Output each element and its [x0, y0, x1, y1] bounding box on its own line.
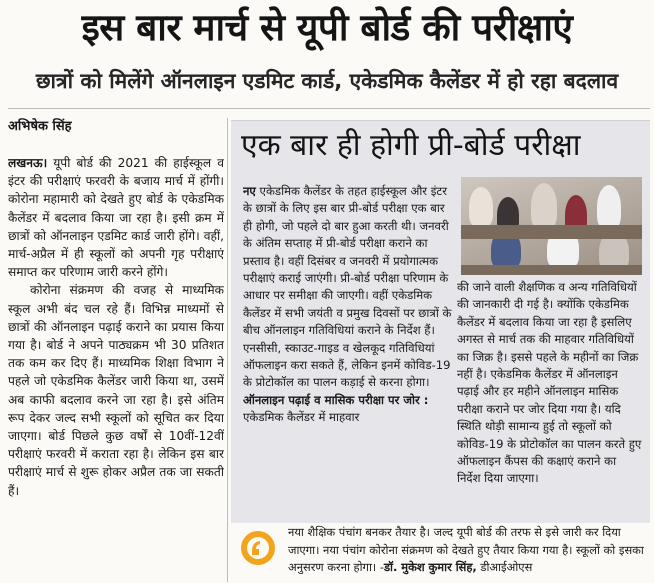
- quote-block: [234, 522, 650, 582]
- quote-text: [288, 524, 648, 580]
- byline: अभिषेक सिंह: [8, 119, 72, 134]
- box-title: एक बार ही होगी प्री-बोर्ड परीक्षा: [241, 128, 581, 163]
- box-main-text: [243, 183, 453, 523]
- left-paragraph-1-text: यूपी बोर्ड की 2021 की हाईस्कूल व इंटर की परीक्षाएं फरवरी के बजाय मार्च में होंगी। कोरोना महामारी को देखते हुए बोर्ड के एकेडमिक कैलेंडर में बदलाव किया जा रहा है। इसी क्रम में छात्रों को ऑनलाइन एडमिट कार्ड जारी होंगे। वहीं, मार्च-अप्रैल में ही स्कूलों को अपनी गृह परीक्षाएं समाप्त कर परिणाम जारी करने होंगे।: [8, 156, 224, 280]
- sidebar-box: [231, 120, 650, 523]
- classroom-photo: [461, 177, 642, 275]
- quote-icon: [240, 530, 276, 566]
- box-right-text: की जाने वाली शैक्षणिक व अन्य गतिविधियों की जानकारी दी गई है। क्योंकि एकेडमिक कैलेंडर में बदलाव किया जा रहा है इसलिए अगस्त से मार्च तक की माहवार गतिविधियों का जिक्र है। इससे पहले के महीनों का जिक्र नहीं है। एकेडमिक कैलेंडर में ऑनलाइन पढ़ाई और हर महीने ऑनलाइन मासिक परीक्षा कराने पर जोर दिया गया है। यदि स्थिति थोड़ी सामान्य हुई तो स्कूलों को कोविड-19 के प्रोटोकॉल का पालन करते हुए ऑफलाइन कैंपस की कक्षाएं कराने का निर्देश दिया जाएगा।: [457, 280, 642, 486]
- box-subhead-text: एकेडमिक कैलेंडर में माहवार: [243, 410, 360, 425]
- box-paragraph-1: [243, 183, 453, 392]
- quote-author: डॉ. मुकेश कुमार सिंह,: [383, 560, 477, 575]
- box-subhead: ऑनलाइन पढ़ाई व मासिक परीक्षा पर जोर :: [243, 392, 429, 407]
- box-lead-word: नए: [243, 184, 256, 198]
- divider: [8, 108, 650, 109]
- quote-body: नया शैक्षिक पंचांग बनकर तैयार है। जल्द यूपी बोर्ड की तरफ से इसे जारी कर दिया जाएगा। नया पंचांग कोरोना संक्रमण को देखते हुए तैयार किया गया है। स्कूलों को इसका अनुसरण करना होगा। -: [288, 525, 644, 575]
- box-paragraph-1-text: एकेडमिक कैलेंडर के तहत हाईस्कूल और इंटर के छात्रों के लिए इस बार प्री-बोर्ड परीक्षा एक बार ही होगी, जो पहले दो बार हुआ करती थी। जनवरी के अंतिम सप्ताह में प्री-बोर्ड परीक्षा कराने का प्रस्ताव है। वहीं दिसंबर व जनवरी में प्रयोगात्मक परीक्षाएं कराई जाएंगी। प्री-बोर्ड परीक्षा परिणाम के आधार पर समीक्षा की जाएगी। वहीं एकेडमिक कैलेंडर में सभी जयंती व प्रमुख दिवसों पर छात्रों के बीच ऑनलाइन गतिविधियां कराने के निर्देश हैं। एनसीसी, स्काउट-गाइड व खेलकूद गतिविधियां ऑफलाइन करा सकते हैं, लेकिन इनमें कोविड-19 के प्रोटोकॉल का पालन कड़ाई से करना होगा।: [243, 184, 452, 390]
- left-paragraph-2: कोरोना संक्रमण की वजह से माध्यमिक स्कूल अभी बंद चल रहे हैं। विभिन्न माध्यमों से छात्रों की ऑनलाइन पढ़ाई कराने का प्रयास किया गया है। बोर्ड ने अपने पाठ्यक्रम भी 30 प्रतिशत तक कम कर दिए हैं। माध्यमिक शिक्षा विभाग ने पहले जो एकेडमिक कैलेंडर जारी किया था, उसमें अब काफी बदलाव करने जा रहा है। इसे अंतिम रूप देकर जल्द सभी स्कूलों को सूचित कर दिया जाएगा। बोर्ड पिछले कुछ वर्षों से 10वीं-12वीं परीक्षाएं फरवरी में कराता रहा है। लेकिन इस बार परीक्षाएं मार्च से शुरू होकर अप्रैल तक जा सकती हैं।: [8, 283, 224, 498]
- quote-designation: डीआईओएस: [480, 560, 533, 575]
- box-paragraph-2: [243, 392, 453, 427]
- headline: इस बार मार्च से यूपी बोर्ड की परीक्षाएं: [81, 6, 573, 49]
- left-paragraph-1: [8, 154, 224, 281]
- subheadline: छात्रों को मिलेंगे ऑनलाइन एडमिट कार्ड, एकेडमिक कैलेंडर में हो रहा बदलाव: [35, 69, 619, 93]
- column-divider: [227, 118, 228, 582]
- dateline: लखनऊ।: [8, 156, 48, 170]
- left-article: [8, 154, 224, 582]
